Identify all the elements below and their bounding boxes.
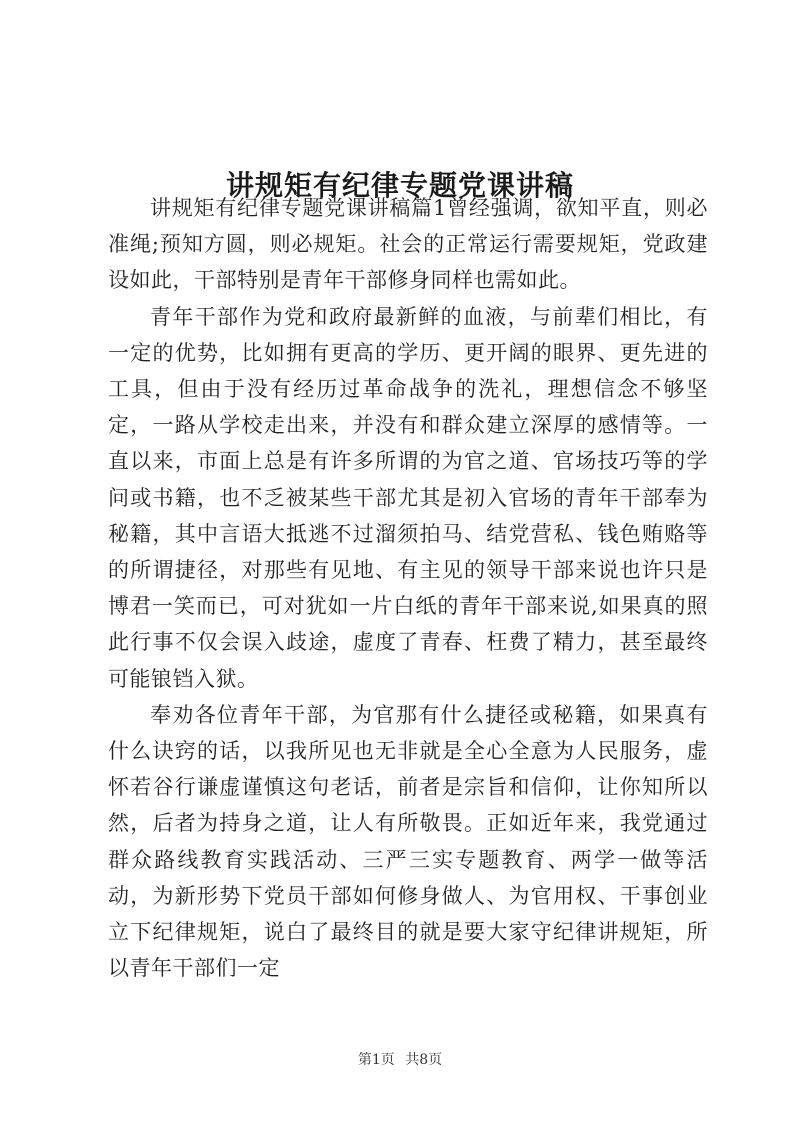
document-body [108,190,708,986]
paragraph-2: 青年干部作为党和政府最新鲜的血液，与前辈们相比，有一定的优势，比如拥有更高的学历、更开阔的眼界、更先进的工具，但由于没有经历过革命战争的洗礼，理想信念不够坚定，一路从学校走出来，并没有和群众建立深厚的感情等。一直以来，市面上总是有许多所谓的为官之道、官场技巧等的学问或书籍，也不乏被某些干部尤其是初入官场的青年干部奉为秘籍，其中言语大抵逃不过溜须拍马、结党营私、钱色贿赂等的所谓捷径，对那些有见地、有主见的领导干部来说也许只是博君一笑而已，可对犹如一片白纸的青年干部来说,如果真的照此行事不仅会误入歧途，虚度了青春、枉费了精力，甚至最终可能锒铛入狱。 [108,304,708,691]
paragraph-3: 奉劝各位青年干部，为官那有什么捷径或秘籍，如果真有什么诀窍的话，以我所见也无非就是全心全意为人民服务，虚怀若谷行谦虚谨慎这句老话，前者是宗旨和信仰，让你知所以然，后者为持身之道，让人有所敬畏。正如近年来，我党通过群众路线教育实践活动、三严三实专题教育、两学一做等活动，为新形势下党员干部如何修身做人、为官用权、干事创业立下纪律规矩，说白了最终目的就是要大家守纪律讲规矩，所以青年干部们一定 [108,702,708,981]
page-number: 第1页 [357,1052,395,1068]
document-title: 讲规矩有纪律专题党课讲稿 [225,168,574,202]
paragraph-1: 讲规矩有纪律专题党课讲稿篇1曾经强调，欲知平直，则必准绳;预知方圆，则必规矩。社会的正常运行需要规矩，党政建设如此，干部特别是青年干部修身同样也需如此。 [108,196,708,293]
page-total: 共8页 [405,1052,443,1068]
page-footer [0,1049,800,1069]
